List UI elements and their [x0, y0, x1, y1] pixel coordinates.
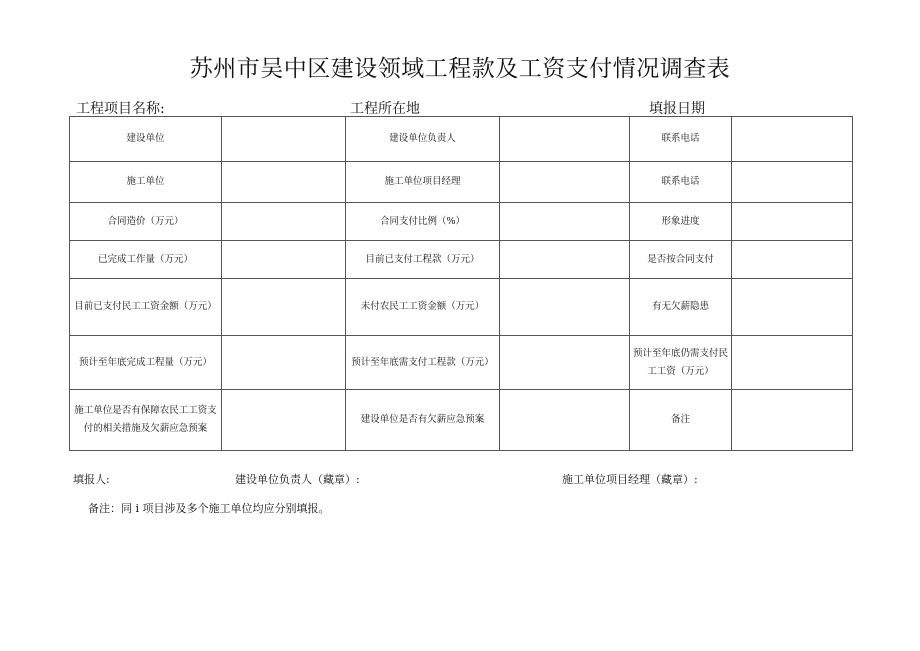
label-cell: 合同造价（万元）	[70, 203, 222, 241]
label-cell: 合同支付比例（%）	[346, 203, 500, 241]
construction-leader-label: 建设单位负责人（藏章）:	[235, 473, 360, 486]
label-cell: 施工单位是否有保障农民工工资支付的相关措施及欠薪应急预案	[70, 390, 222, 451]
label-cell: 联系电话	[630, 117, 732, 162]
value-cell[interactable]	[732, 279, 853, 336]
label-cell: 预计至年底完成工程量（万元）	[70, 336, 222, 390]
label-cell: 预计至年底仍需支付民工工资（万元）	[630, 336, 732, 390]
label-cell: 已完成工作量（万元）	[70, 241, 222, 279]
value-cell[interactable]	[500, 117, 630, 162]
label-cell: 有无欠薪隐患	[630, 279, 732, 336]
page-title: 苏州市吴中区建设领域工程款及工资支付情况调查表	[189, 56, 731, 82]
label-cell: 施工单位项目经理	[346, 162, 500, 203]
table-row	[70, 241, 853, 279]
label-cell: 施工单位	[70, 162, 222, 203]
value-cell[interactable]	[222, 241, 346, 279]
label-cell: 预计至年底需支付工程款（万元）	[346, 336, 500, 390]
value-cell[interactable]	[500, 203, 630, 241]
label-cell: 建设单位	[70, 117, 222, 162]
value-cell[interactable]	[222, 117, 346, 162]
value-cell[interactable]	[732, 390, 853, 451]
value-cell[interactable]	[732, 162, 853, 203]
value-cell[interactable]	[732, 203, 853, 241]
fill-date-label: 填报日期	[649, 101, 705, 117]
footnote: 备注：同 i 项目涉及多个施工单位均应分别填报。	[88, 502, 330, 515]
label-cell: 建设单位负责人	[346, 117, 500, 162]
value-cell[interactable]	[732, 336, 853, 390]
value-cell[interactable]	[732, 117, 853, 162]
table-row	[70, 203, 853, 241]
value-cell[interactable]	[500, 336, 630, 390]
table-row	[70, 117, 853, 162]
project-name-label: 工程项目名称:	[76, 101, 165, 117]
survey-table	[69, 116, 853, 451]
label-cell: 形象进度	[630, 203, 732, 241]
label-cell: 备注	[630, 390, 732, 451]
label-cell: 未付农民工工资金额（万元）	[346, 279, 500, 336]
value-cell[interactable]	[500, 162, 630, 203]
contractor-manager-label: 施工单位项目经理（藏章）:	[562, 473, 698, 486]
label-cell: 建设单位是否有欠薪应急预案	[346, 390, 500, 451]
table-row	[70, 390, 853, 451]
value-cell[interactable]	[222, 336, 346, 390]
value-cell[interactable]	[500, 279, 630, 336]
table-row	[70, 162, 853, 203]
value-cell[interactable]	[222, 279, 346, 336]
table-row	[70, 279, 853, 336]
label-cell: 目前已支付工程款（万元）	[346, 241, 500, 279]
table-row	[70, 336, 853, 390]
label-cell: 联系电话	[630, 162, 732, 203]
project-location-label: 工程所在地	[350, 101, 420, 117]
value-cell[interactable]	[732, 241, 853, 279]
value-cell[interactable]	[500, 390, 630, 451]
filler-label: 填报人:	[73, 473, 110, 486]
label-cell: 目前已支付民工工资金额（万元）	[70, 279, 222, 336]
value-cell[interactable]	[500, 241, 630, 279]
value-cell[interactable]	[222, 203, 346, 241]
value-cell[interactable]	[222, 162, 346, 203]
label-cell: 是否按合同支付	[630, 241, 732, 279]
value-cell[interactable]	[222, 390, 346, 451]
